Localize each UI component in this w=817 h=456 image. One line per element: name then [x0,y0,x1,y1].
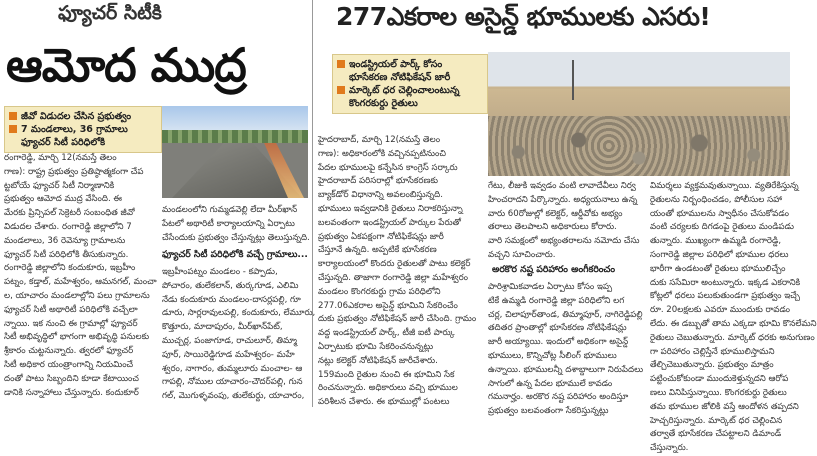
article2-highlights [332,54,488,114]
text-line: వద్ద ఇండస్ట్రియల్ పార్క్, టీజీ ఐటీ పార్కు [318,328,455,339]
text-line: చేస్తున్నారు. [650,443,689,454]
text-line: చేస్తూనే ఉన్నది. అప్పటికే భూసేకరణ [318,245,437,256]
text-line: ల, యాచారం మండలాల్లోని పలు గ్రామాలను [4,290,150,301]
text-line: నట్లు కలెక్టర్ నోటిఫికేషన్ జారీచేశారు. [318,355,438,366]
text-line: చేసేందుకు ప్రభుత్వం చేస్తున్నట్లు తెలుస్తున్నది. [162,232,310,243]
text-line: రైతులను నిర్బంధించడం, పోలీసుల సహా [650,194,783,205]
text-line: 277.06ఎకరాల అసైన్డ్ భూమిని సేకరించేం [318,300,458,311]
article1-column-2-top [162,204,308,245]
article1-kicker: ఫ్యూచర్ సిటీకి [58,2,162,24]
text-line: రైతులు చెబుతున్నారు. మార్కెట్ ధరకు అనుగుణం [650,332,815,343]
highlight-continuation: భూసేకరణ నోటిఫికేషన్ జారీ [349,72,451,83]
text-line: నేడు కందుకూరు మండలం-దాసర్లపల్లి, గూ [162,294,301,305]
photo-pole [572,60,574,100]
text-line: ణలు వినిపిస్తున్నాయి. కొంగరకుర్దు రైతులు [650,387,787,398]
text-line: చర్ల, చిలాపూర్‌తాండ, తిమ్మాపూర్, నాగిరెడ్డిపల్లి [488,309,643,320]
text-line: యంతో భూములను స్వాధీనం చేసుకోవడం [650,208,789,219]
highlight-continuation: కొంగరకుర్దు రైతులు [349,98,418,109]
article2-column-b-bottom [488,281,644,419]
text-line: గాణ): రాష్ట్ర ప్రభుత్వం ప్రతిష్ఠాత్మకంగా చేప [4,166,144,177]
article2-column-b-top [488,180,644,263]
text-line: భారీగా ఉండటంతో రైతులు భూములిచ్చేం [650,263,786,274]
photo-trees [162,130,308,143]
article-future-city [0,0,316,407]
text-line: వంటి చర్యలకు దిగడంపై రైతులు మండిపడు [650,222,794,233]
bullet-icon [337,86,345,94]
text-line: న్నాయి. ఇక నుంచి ఈ గ్రామాల్లో ఫ్యూచర్ [4,318,138,329]
text-line: సిటీ అభివృద్ధిలో భాగంగా అభివృద్ధి పనులకు [4,332,150,343]
text-line: సాగులో ఉన్న పేదల భూములే కావడం [488,378,613,389]
article2-column-a [318,134,477,410]
text-line: దంతో పాటు సిబ్బందిని కూడా కేటాయించ [4,373,139,384]
text-line: ఫ్యూచర్ సిటీ అథారిటీ పరిధిలోకి వచ్చేలా [4,304,138,315]
text-line: రంగారెడ్డి జిల్లాలోని కందుకూరు, ఇబ్రహీం [4,263,136,274]
highlight-continuation: ఫ్యూచర్ సిటీ పరిధిలోకి [21,137,106,148]
text-line: వారి సమక్షంలో అభ్యంతరాలను నమోదు చేసు [488,236,640,247]
text-line: గమనార్హం. అరకొర నష్ట పరిహారం అందిస్తూ [488,392,629,403]
article1-title-banner [4,36,304,94]
text-line: పూర్, సాయిరెడ్డిగూడ మహేశ్వరం- మహే [162,349,295,360]
text-line: వారు 60రోజుల్లో కలెక్టర్, ఆర్డీవోకు అభ్యం [488,208,623,219]
text-line: డూరు, సార్లరావులపల్లి, కందుకూరు, లేమూరు, [162,308,316,319]
text-line: పట్నం, కడ్తాల్, మహేశ్వరం, ఆమనగల్, మంచా [4,277,157,288]
text-line: తదితర ప్రాంతాల్లో భూసేకరణ నోటిఫికేషన్లు [488,323,627,334]
text-line: టికే ఉమ్మడి రంగారెడ్డి జిల్లా పరిధిలోని లగ [488,295,625,306]
text-line: చేస్తున్నది. తాజాగా రంగారెడ్డి జిల్లా మహేశ్వరం [318,272,469,283]
text-line: కార్యాలయంలో కొందరు రైతులతో పాటు కలెక్టర్ [318,259,471,270]
text-line: గల్, మొగుళ్ళవంపు, తులేకుర్దు, యాచారం, [162,391,305,402]
article2-subhead: అరకొర నష్ట పరిహారం అంగీకరించం [492,264,616,275]
text-line: జారీ అయ్యాయి. ఇందులో అధికంగా అసైన్డ్ [488,337,629,348]
article1-title: ఆమోద ముద్ర [6,38,246,92]
text-line: పేదల భూములపై కన్నేసిన కాంగ్రెస్ సర్కారు [318,162,458,173]
text-line: ఉన్నాయి. భూములన్నీ దశాబ్దాలుగా నిరుపేదలు [488,364,644,375]
text-line: పరిశీలన చేశారు. ఈ భూముల్లో పంటలు [318,397,450,408]
text-line: ఇబ్రహీంపట్నం మండలం - కప్పాడు, [162,267,278,277]
text-line: శ్వరం, నాగారం, తుమ్మలూరు మంచాల- ఆ [162,363,303,374]
text-line: ప్రభుత్వం ఆమోద ముద్ర వేసింది. ఈ [4,194,122,205]
bullet-icon [9,125,17,133]
text-line: హెచ్చరిస్తున్నారు. మార్కెట్ ధర చెల్లించిన [650,415,783,426]
text-line: రించనున్నారు. అధికారులు వచ్చి భూముల [318,383,458,394]
text-line: విడుదల చేశారు. రంగారెడ్డి జిల్లాలోని 7 [4,221,132,232]
highlight-item: 7 మండలాలు, 36 గ్రామాలు [9,123,157,136]
text-line: ప్రభుత్వం బలవంతంగా సేకరిస్తున్నట్లు [488,406,609,417]
text-line: లేదు. ఈ డబ్బుతో తామ ఎక్కడా భూమి కొనలేమని [650,318,817,329]
text-line: గాపల్లి, నోముల యాచారం-చౌదర్‌పల్లి, గున [162,377,303,388]
text-line: కోట్లలో ధరలు పలుకుతుండగా ప్రభుత్వం ఇచ్చే [650,291,800,302]
text-line: దుకు ప్రభుత్వం నోటిఫికేషన్ జారీ చేసింది. గ్రామం [318,314,477,325]
text-line: శ్రీకారం చుట్టనున్నారు. త్వరలో ఫ్యూచర్ [4,346,134,357]
text-line: ముచ్చర్ల, పంజాగూడ, రాచులూర్, తిమ్మా [162,335,298,346]
bullet-icon [9,112,17,120]
text-line: మండలాలు, 36 రెవెన్యూ గ్రామాలను [4,235,126,246]
text-line: డానికి సన్నాహాలు చేస్తున్నారు. కందుకూర్ [4,387,139,398]
text-line: విమర్శలు వ్యక్తమవుతున్నాయి. వ్యతిరేకిస్తున్న [650,181,799,191]
text-line: భూములు, కొన్నిచోట్ల సీలింగ్ భూములు [488,350,617,361]
text-line: గాణ): అధికారంలోకి వచ్చినప్పటినుంచి [318,148,446,159]
text-line: బ్యాక్‌డోర్ విధానాన్ని అవలంబిస్తున్నది. [318,190,443,201]
article1-highlights [4,106,162,153]
text-line: రంగారెడ్డి, మార్చి 12(నమస్తే తెలం [4,153,117,163]
text-line: తేల్చిచెబుతున్నారు. ప్రభుత్వం మాత్రం [650,360,774,371]
text-line: హించరాదని పేర్కొన్నారు. అధ్యయనాలు ఉన్న [488,194,638,205]
text-line: 159మంది రైతుల నుంచి ఈ భూమిని సేక [318,369,455,380]
text-line: మేరకు ప్రిన్సిపల్ సెక్రెటరీ సంబంధిత జీవో [4,208,135,219]
bullet-icon [337,60,345,68]
land-photo [488,52,790,176]
text-line: కొత్తూరు, మాదాపురం, మీర్‌ఖాన్‌పేట్, [162,322,283,333]
text-line: దుకు ససేమిరా అంటున్నారు. ఇక్కడ ఎకరానికి [650,277,801,288]
text-line: తర్వాతే భూసేకరణ చేపట్టాలని డిమాండ్ [650,429,782,440]
text-line: సంగారెడ్డి జిల్లాల పరిధిలో భూముల ధరలు [650,249,789,260]
text-line: బలవంతంగా ఇండస్ట్రియల్ పార్కుల పేరుతో [318,217,461,228]
text-line: వచ్చని సూచించారు. [488,249,556,260]
text-line: గేటు, లీజుకి ఇవ్వడం వంటి లావాదేవీలు నిర్వ [488,181,636,191]
article2-title: 277ఎకరాల అసైన్డ్ భూములకు ఎసరు! [336,2,711,31]
text-line: రూ. 20లక్షలకు ఎవరూ ముందుకు రావడం [650,305,791,316]
text-line: ప్రభుత్వం ఏకపక్షంగా నోటిఫికేషన్లు జారీ [318,231,444,242]
text-line: గా పరిహారం చెల్లిస్తేనే భూములిస్తామని [650,346,775,357]
article-assigned-lands [314,0,817,454]
text-line: తమ భూముల జోలికి వస్తే ఆందోళన తప్పదని [650,401,799,412]
article1-subhead: ఫ్యూచర్ సిటీ పరిధిలోకి వచ్చే గ్రామాలు... [162,249,308,260]
text-line: ఏర్పాటుకు భూమి సేకరించనున్నట్లు [318,341,434,352]
text-line: పారిశ్రామికవాడల ఏర్పాటు కోసం ఇప్ప [488,282,613,292]
text-line: పేటలో అథారిటీ కార్యాలయాన్ని ఏర్పాటు [162,218,295,229]
text-line: ఫ్యూచర్ సిటీ పరిధిలోకి తీసుకున్నారు. [4,249,129,260]
photo-rocks [488,116,790,176]
article1-column-1 [4,152,156,400]
road-photo [162,106,308,198]
text-line: తరాలు తెలపాలని అధికారులు కోరారు. [488,222,617,233]
text-line: హైదరాబాద్, మార్చి 12(నమస్తే తెలం [318,135,441,145]
text-line: హైదరాబాద్ పరిసరాల్లో భూసేకరణకు [318,176,439,187]
text-line: భూములు ఇవ్వడానికి రైతులు నిరాకరిస్తున్నా [318,203,463,214]
text-line: పట్టించుకోకుండా ముందుకెళ్తున్నదని ఆరోప [650,374,789,385]
text-line: పోచారం, తులేకలాన్, తుర్కగూడ, ఎలిమి [162,280,299,291]
text-line: తున్నారు. ముఖ్యంగా ఉమ్మడి రంగారెడ్డి, [650,236,782,247]
text-line: మండలంలోని గుమ్మడవెల్లి లేదా మీర్‌ఖాన్ [162,205,298,215]
text-line: మండలం కొంగరకుర్దు గ్రామ పరిధిలోని [318,286,441,297]
highlight-item: ఇండస్ట్రియల్ పార్క్ కోసం [337,58,483,71]
highlight-item: మార్కెట్ ధర చెల్లించాలంటున్న [337,84,483,97]
text-line: సిటీ అధికార యంత్రాంగాన్ని నియమించే [4,359,134,370]
article1-column-2-bottom [162,266,316,404]
article2-column-c [650,180,817,456]
text-line: ట్టబోయే ఫ్యూచర్ సిటీ నిర్మాణానికి [4,180,115,191]
highlight-item: జీవో విడుదల చేసిన ప్రభుత్వం [9,110,157,123]
